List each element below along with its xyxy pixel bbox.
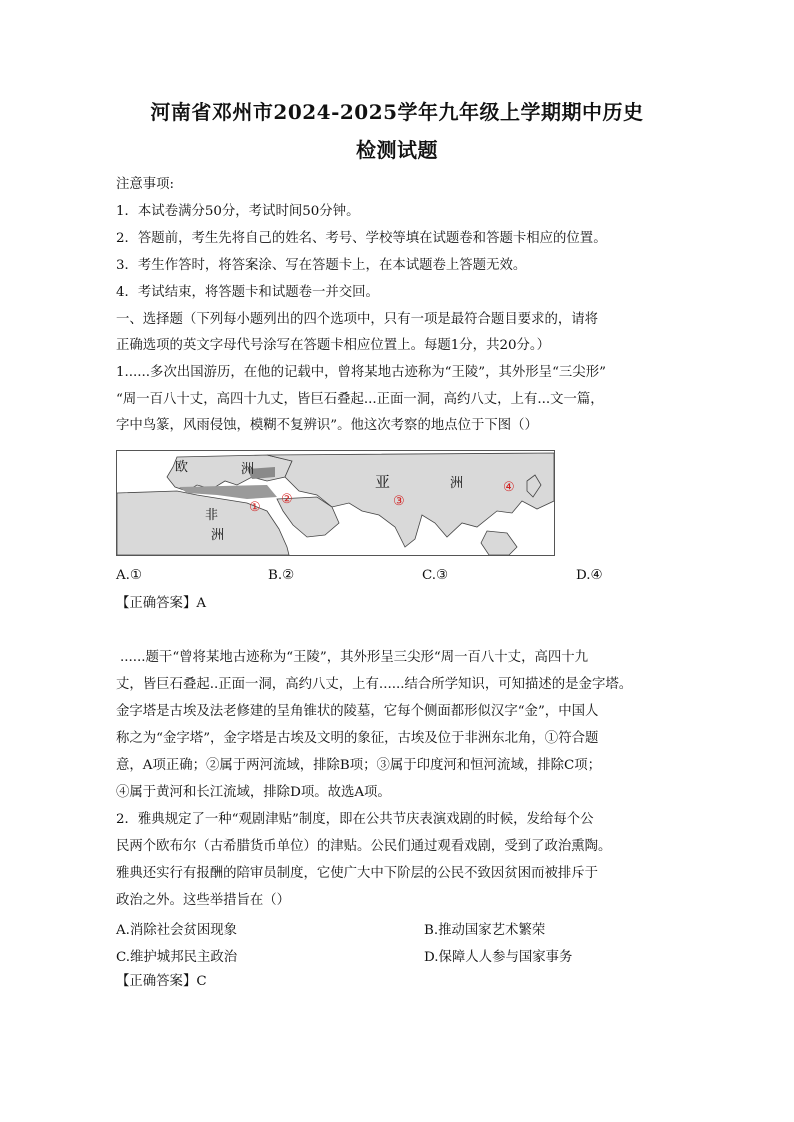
map-label-asia: 亚 [375,473,391,491]
notice-header: 注意事项: [116,177,175,192]
q1-option-b: B.② [268,568,295,583]
africa-landmass [117,491,289,555]
q1-option-c: C.③ [422,568,449,583]
q2-stem: 2．雅典规定了一种“观剧津贴”制度，即在公共节庆表演戏剧的时候，发给每个公 [116,812,594,827]
map-label-europe: 欧 [175,460,189,475]
q1-option-d: D.④ [576,568,603,583]
map-marker-4: ④ [503,480,515,495]
q2-stem: 政治之外。这些举措旨在（） [116,893,291,908]
q1-analysis: ④属于黄河和长江流域，排除D项。故选A项。 [116,785,391,800]
map-label-africa: 非 [205,508,219,523]
q1-stem: “周一百八十丈，高四十九丈，皆巨石叠起...正面一洞，高约八丈，上有...文一篇， [116,392,604,407]
notice-item: 3．考生作答时，将答案涂、写在答题卡上，在本试题卷上答题无效。 [116,258,527,273]
q1-analysis: 金字塔是古埃及法老修建的呈角锥状的陵墓，它每个侧面都形似汉字“金”，中国人 [116,704,599,719]
q1-answer: 【正确答案】A [116,596,207,611]
q2-stem: 民两个欧布尔（古希腊货币单位）的津贴。公民们通过观看戏剧，受到了政治熏陶。 [116,839,612,854]
exam-subtitle: 检测试题 [356,138,438,162]
notice-item: 1．本试卷满分50分，考试时间50分钟。 [116,204,360,219]
q2-stem: 雅典还实行有报酬的陪审员制度，它使广大中下阶层的公民不致因贫困而被排斥于 [116,866,599,881]
map-label-europe: 洲 [241,462,255,477]
q1-analysis: 丈，皆巨石叠起..正面一洞，高约八丈，上有......结合所学知识，可知描述的是金字塔。 [116,677,633,692]
notice-item: 4．考试结束，将答题卡和试题卷一并交回。 [116,285,379,300]
q2-option-b: B.推动国家艺术繁荣 [424,923,546,938]
q1-analysis: 称之为“金字塔”，金字塔是古埃及文明的象征，古埃及位于非洲东北角，①符合题 [116,731,599,746]
notice-item: 2．答题前，考生先将自己的姓名、考号、学校等填在试题卷和答题卡相应的位置。 [116,231,607,246]
q1-analysis: ......题干“曾将某地古迹称为“王陵”，其外形呈三尖形“周一百八十丈，高四十九 [120,650,589,665]
map-label-africa: 洲 [211,528,225,543]
map-marker-3: ③ [393,494,405,509]
section-heading-cont: 正确选项的英文字母代号涂写在答题卡相应位置上。每题1分，共20分。） [116,338,550,353]
q1-analysis: 意，A项正确；②属于两河流域，排除B项；③属于印度河和恒河流域，排除C项； [116,758,602,773]
q2-option-a: A.消除社会贫困现象 [116,923,238,938]
q2-option-d: D.保障人人参与国家事务 [424,950,573,965]
world-map-figure [116,450,555,556]
q1-stem: 字中鸟篆，风雨侵蚀，模糊不复辨识”。他这次考察的地点位于下图（） [116,418,538,433]
section-heading: 一、选择题（下列每小题列出的四个选项中，只有一项是最符合题目要求的，请将 [116,312,599,327]
southeast-asia [481,531,517,555]
q1-option-a: A.① [116,568,142,583]
q2-answer: 【正确答案】C [116,974,207,989]
exam-title: 河南省邓州市2024-2025学年九年级上学期期中历史 [150,100,644,124]
map-label-asia: 洲 [450,476,464,491]
map-marker-2: ② [281,492,293,507]
q1-stem: 1......多次出国游历，在他的记载中，曾将某地古迹称为“王陵”，其外形呈“三尖形” [116,365,606,380]
map-marker-1: ① [249,500,261,515]
map-svg [117,451,554,555]
q2-option-c: C.维护城邦民主政治 [116,950,238,965]
